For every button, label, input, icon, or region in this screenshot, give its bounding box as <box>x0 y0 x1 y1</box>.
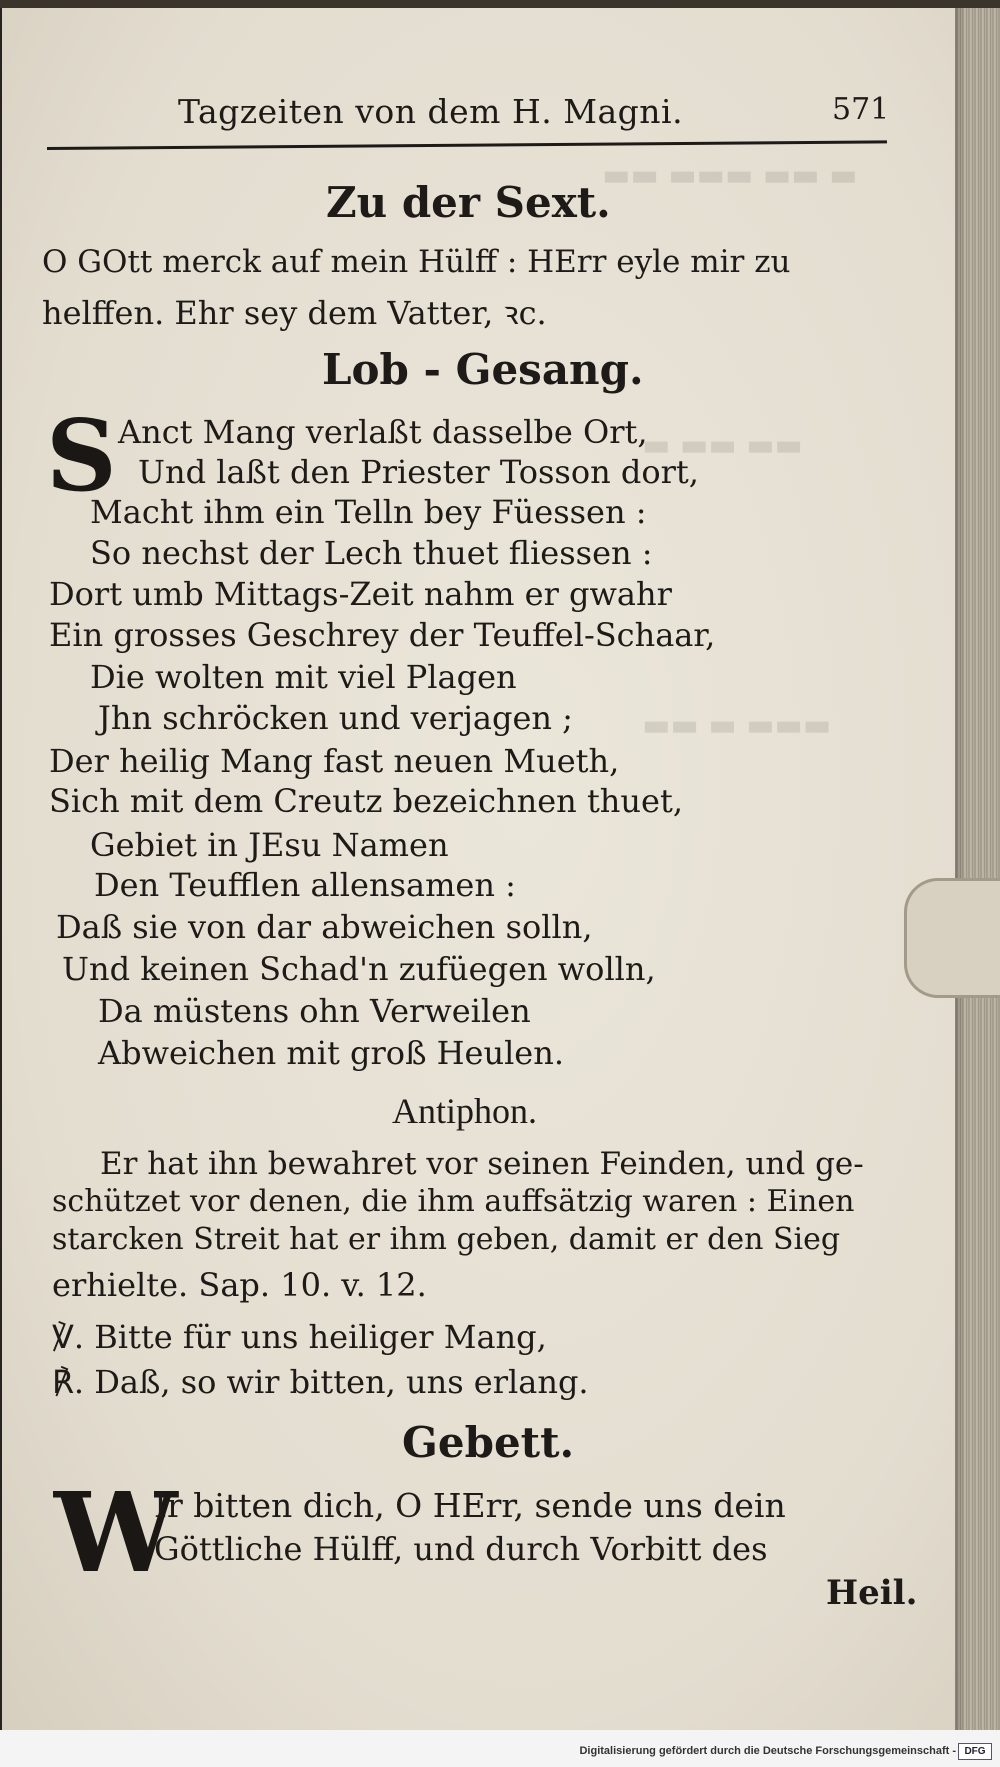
antiphon-heading: Antiphon. <box>392 1091 538 1131</box>
hymn-line: Anct Mang verlaßt dasselbe Ort, <box>118 413 648 451</box>
show-through-text: ▬▬▬ ▬ ▬▬ <box>642 708 832 743</box>
dfg-logo: DFG <box>958 1743 992 1760</box>
prayer-heading: Gebett. <box>402 1418 575 1467</box>
scan-top-border <box>0 0 1000 8</box>
page-number: 571 <box>832 92 890 127</box>
antiphon-line: Er hat ihn bewahret vor seinen Feinden, und ge- <box>100 1146 864 1182</box>
hymn-line: Der heilig Mang fast neuen Mueth, <box>49 742 620 780</box>
hymn-line: Daß sie von dar abweichen solln, <box>56 908 593 946</box>
hymn-line: Abweichen mit groß Heulen. <box>98 1034 565 1072</box>
hymn-line: Sich mit dem Creutz bezeichnen thuet, <box>49 782 683 820</box>
hymn-line: Die wolten mit viel Plagen <box>90 658 517 696</box>
antiphon-line: schützet vor denen, die ihm auffsätzig waren : Einen <box>52 1184 855 1219</box>
hymn-line: Jhn schröcken und verjagen ; <box>98 699 573 737</box>
antiphon-line: starcken Streit hat er ihm geben, damit er den Sieg <box>52 1222 841 1257</box>
book-page <box>2 8 955 1730</box>
header-rule <box>47 140 887 150</box>
hymn-line: Macht ihm ein Telln bey Füessen : <box>90 493 647 531</box>
versicle: ℣. Bitte für uns heiliger Mang, <box>52 1318 547 1356</box>
show-through-text: ▬▬ ▬▬ ▬ <box>642 428 803 463</box>
hymn-dropcap: S <box>46 399 117 514</box>
funding-credit: Digitalisierung gefördert durch die Deutsche Forschungsgemeinschaft - <box>579 1745 956 1757</box>
digitization-footer <box>0 1730 1000 1767</box>
hymn-line: Dort umb Mittags-Zeit nahm er gwahr <box>49 575 672 613</box>
hymn-line: Da müstens ohn Verweilen <box>98 992 531 1030</box>
sext-heading: Zu der Sext. <box>326 178 611 227</box>
catchword: Heil. <box>826 1573 918 1613</box>
hymn-line: Und laßt den Priester Tosson dort, <box>138 453 699 491</box>
prayer-line: Göttliche Hülff, und durch Vorbitt des <box>154 1530 768 1568</box>
page-tab-clip <box>904 878 1000 998</box>
sext-opening-line: helffen. Ehr sey dem Vatter, ꝛc. <box>42 294 547 332</box>
show-through-text: ▬ ▬▬ ▬▬▬ ▬▬ <box>602 158 858 193</box>
hymn-line: Gebiet in JEsu Namen <box>90 826 449 864</box>
prayer-line: Ir bitten dich, O HErr, sende uns dein <box>154 1486 786 1525</box>
edge-shadow <box>955 8 965 1730</box>
antiphon-line: erhielte. Sap. 10. v. 12. <box>52 1266 427 1304</box>
hymn-line: So nechst der Lech thuet fliessen : <box>90 534 653 572</box>
hymn-line: Den Teufflen allensamen : <box>94 866 516 904</box>
response: ℟. Daß, so wir bitten, uns erlang. <box>52 1363 589 1401</box>
hymn-heading: Lob - Gesang. <box>322 345 644 394</box>
sext-opening-line: O GOtt merck auf mein Hülff : HErr eyle mir zu <box>42 244 791 280</box>
hymn-line: Ein grosses Geschrey der Teuffel-Schaar, <box>49 616 716 654</box>
prayer-dropcap: W <box>54 1468 178 1597</box>
running-title: Tagzeiten von dem H. Magni. <box>178 92 684 131</box>
hymn-line: Und keinen Schad'n zufüegen wolln, <box>62 950 656 988</box>
page-edge-stack <box>955 8 1000 1730</box>
